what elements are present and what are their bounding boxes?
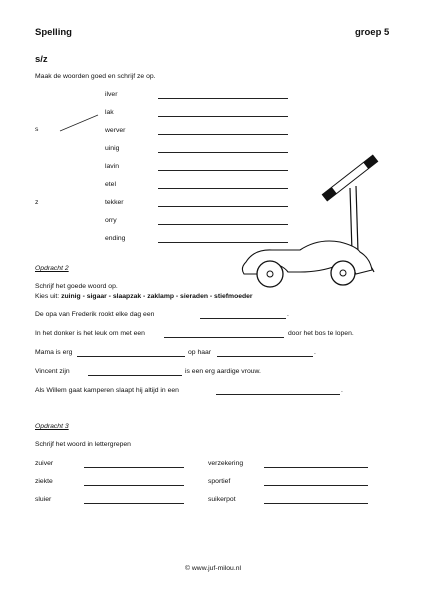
answer-line[interactable] [84,503,184,504]
syllable-word: verzekering [208,460,244,467]
sentence-2-part-a: In het donker is het leuk om met een [35,330,145,337]
word-item: uinig [105,145,120,152]
syllable-word: ziekte [35,478,53,485]
answer-line[interactable] [264,485,368,486]
answer-line[interactable] [200,318,286,319]
syllable-word: sluier [35,496,52,503]
worksheet-title: Spelling [35,27,72,38]
syllable-word: suikerpot [208,496,236,503]
choose-prefix: Kies uit: [35,293,60,300]
sentence-3-part-a: Mama is erg [35,349,73,356]
sentence-5-part-a: Als Willem gaat kamperen slaapt hij altijd in een [35,387,179,394]
word-item: lak [105,109,114,116]
footer-copyright: © www.juf-milou.nl [185,565,241,572]
answer-line[interactable] [77,356,185,357]
sentence-4-part-a: Vincent zijn [35,368,70,375]
sentence-1-part-a: De opa van Frederik rookt elke dag een [35,311,155,318]
exercise2-heading: Opdracht 2 [35,265,69,272]
exercise3-heading: Opdracht 3 [35,423,69,430]
letter-z: z [35,199,39,206]
word-item: ending [105,235,126,242]
sentence-3-part-b: op haar [188,349,212,356]
word-item: werver [105,127,126,134]
answer-line[interactable] [264,467,368,468]
word-item: orry [105,217,117,224]
choose-words: zuinig - sigaar - slaapzak - zaklamp - sieraden - stiefmoeder [61,293,253,300]
word-item: ilver [105,91,118,98]
group-label: groep 5 [355,27,390,38]
word-item: etel [105,181,116,188]
answer-line[interactable] [84,485,184,486]
choose-line [35,293,253,300]
answer-line[interactable] [84,467,184,468]
sentence-1-part-b: . [287,311,289,318]
syllable-word: zuiver [35,460,54,467]
topic-label: s/z [35,54,48,65]
answer-line[interactable] [264,503,368,504]
word-item: lavin [105,163,119,170]
sentence-3-part-c: . [314,349,316,356]
sentence-5-part-b: . [341,387,343,394]
sentence-2-part-b: door het bos te lopen. [288,330,354,337]
syllable-word: sportief [208,478,231,485]
letter-s: s [35,126,39,133]
answer-line[interactable] [216,394,340,395]
exercise3-instruction: Schrijf het woord in lettergrepen [35,441,131,448]
sentence-4-part-b: is een erg aardige vrouw. [185,368,261,375]
exercise2-instruction: Schrijf het goede woord op. [35,283,118,290]
word-item: tekker [105,199,124,206]
answer-line[interactable] [88,375,182,376]
answer-line[interactable] [217,356,313,357]
exercise1-instruction: Maak de woorden goed en schrijf ze op. [35,73,156,80]
answer-line[interactable] [164,337,284,338]
